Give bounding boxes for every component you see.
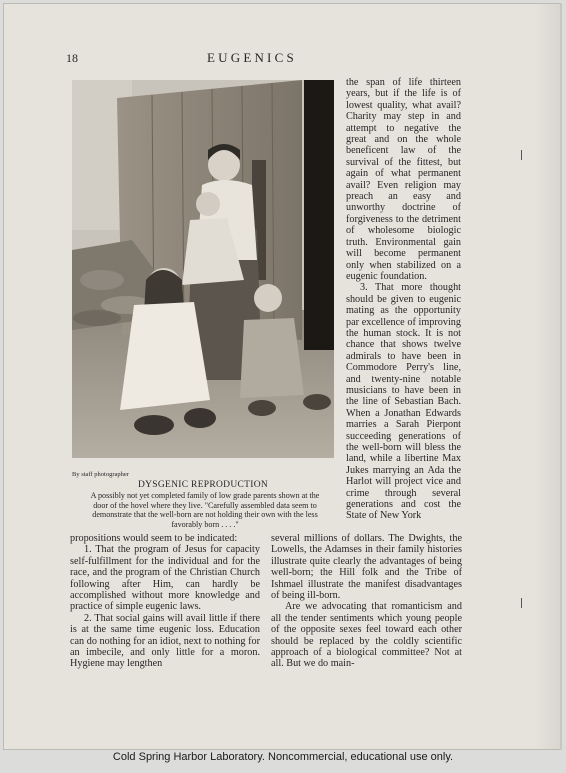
right-text-column xyxy=(346,77,461,522)
margin-mark xyxy=(521,598,522,608)
paragraph: propositions would seem to be indicated: xyxy=(70,533,238,544)
paragraph: Are we advocating that romanticism and all the tender sentiments which young people of the opposite sexes feel toward each other should be replaced by the coldly scientific approach of a biological committee? Not at all. But we do main- xyxy=(271,601,462,670)
page-edge-shadow xyxy=(534,4,560,749)
caption-body: A possibly not yet completed family of low grade parents shown at the door of the hovel where they live. "Carefully assembled data seem to demonstrate that the well-born are not holding their own with the less favorably born . . . ." xyxy=(90,491,320,529)
family-photograph xyxy=(72,80,334,458)
running-head: EUGENICS xyxy=(207,50,297,65)
paragraph: 2. That social gains will avail little if there is at the same time eugenic loss. Education can do nothing for an idiot, next to nothing for an imbecile, and only little for a moron. Hygiene may lengthen xyxy=(70,612,260,670)
middle-text-column xyxy=(271,533,462,670)
paragraph: the span of life thirteen years, but if the life is of lowest quality, what avail? Charity may step in and attempt to negative the great and on the whole beneficent law of the survival of the fittest, but again of what permanent avail? Even religion may preach an easy and unworthy doctrine of forgiveness to the detriment of wholesome biologic truth. Environmental gain will become permanent only when stabilized on a eugenic foundation. xyxy=(346,77,461,282)
page-number: 18 xyxy=(66,51,78,65)
caption-title: DYSGENIC REPRODUCTION xyxy=(137,480,269,490)
photo-credit: By staff photographer xyxy=(72,471,129,478)
photograph-illustration xyxy=(72,80,334,458)
paragraph: 1. That the program of Jesus for capacity self-fulfillment for the individual and for the race, and the program of the Christian Church following after Him, can hardly be accomplished without more knowledge and practice of simple eugenic laws. xyxy=(70,544,260,613)
archive-footer: Cold Spring Harbor Laboratory. Noncommercial, educational use only. xyxy=(112,751,454,763)
margin-mark xyxy=(521,150,522,160)
paragraph: several millions of dollars. The Dwights, the Lowells, the Adamses in their family histories illustrate quite clearly the advantages of being well-born; the Hill folk and the Tribe of Ishmael illustrate the manifest disadvantages of being ill-born. xyxy=(271,533,462,602)
paragraph: 3. That more thought should be given to eugenic mating as the opportunity par excellence of improving the human stock. It is not chance that shows twelve admirals to have been in Commodore Perry's line, and twenty-nine notable musicians to have been in the line of Sebastian Bach. When a Jonathan Edwards marries a Sarah Pierpont succeeding generations of the well-born will bless the land, while a libertine Max Jukes marrying an Ada the Harlot will project vice and crime through several generations and cost the State of New York xyxy=(346,282,461,522)
left-text-column xyxy=(70,533,260,670)
